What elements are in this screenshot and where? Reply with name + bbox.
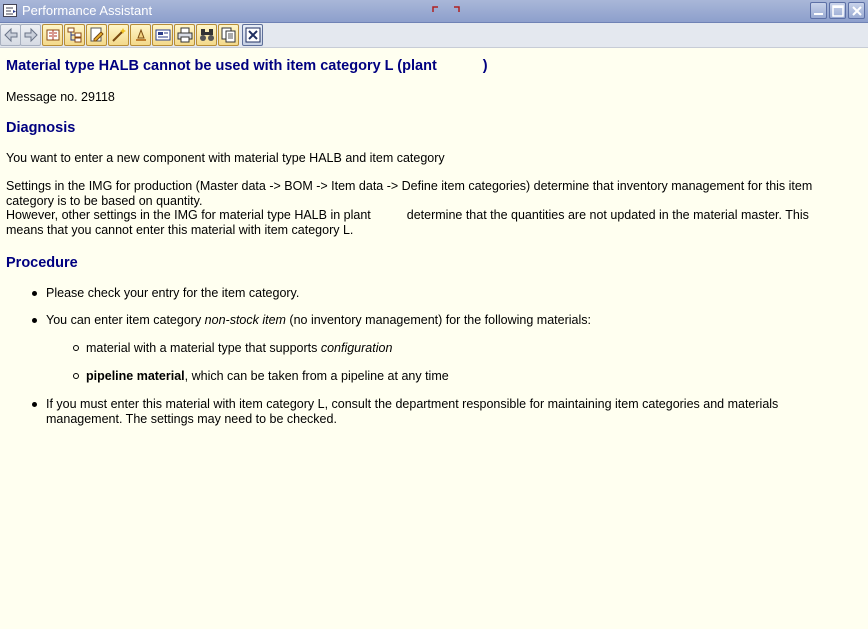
sub-list-item: material with a material type that supports configuration (86, 341, 846, 356)
diagnosis-paragraph: Settings in the IMG for production (Master data -> BOM -> Item data -> Define item categories) determine that inventory management for this item category is to be based on quantity. However, other settings in the IMG for material type HALB in plant determine that the quantities are not updated in the material master. This means that you cannot enter this material with item category L. (6, 179, 813, 237)
arrow-left-icon (3, 27, 19, 43)
close-window-button[interactable] (848, 2, 865, 19)
list-item: If you must enter this material with item category L, consult the department responsible for maintaining item categories and materials management. The settings may need to be checked. (46, 397, 846, 426)
procedure-heading: Procedure (6, 255, 78, 271)
edit-button[interactable] (86, 24, 107, 46)
redacted-plant (437, 58, 483, 74)
find-button[interactable] (196, 24, 217, 46)
window-title: Performance Assistant (22, 3, 153, 18)
maximize-button[interactable] (829, 2, 846, 19)
pencil-doc-icon (89, 27, 105, 43)
hierarchy-button[interactable] (64, 24, 85, 46)
performance-assistant-icon (3, 4, 18, 18)
highlight-button[interactable] (108, 24, 129, 46)
back-button[interactable] (0, 24, 21, 46)
list-item: Please check your entry for the item category. (46, 286, 846, 301)
redacted-plant (371, 208, 407, 223)
toolbar (0, 23, 868, 48)
exit-button[interactable] (242, 24, 263, 46)
copy-icon (221, 27, 237, 43)
sub-list-item: pipeline material, which can be taken from a pipeline at any time (86, 369, 846, 384)
technical-info-button[interactable] (42, 24, 63, 46)
forward-button[interactable] (20, 24, 41, 46)
book-icon (45, 27, 61, 43)
minimize-button[interactable] (810, 2, 827, 19)
tools-icon (133, 27, 149, 43)
print-button[interactable] (174, 24, 195, 46)
diagnosis-heading: Diagnosis (6, 120, 76, 136)
tools-button[interactable] (130, 24, 151, 46)
wand-icon (111, 27, 127, 43)
hierarchy-icon (67, 27, 83, 43)
form-button[interactable] (152, 24, 173, 46)
close-box-icon (245, 27, 261, 43)
arrow-right-icon (23, 27, 39, 43)
message-number: Message no. 29118 (6, 90, 115, 104)
diagnosis-line: You want to enter a new component with material type HALB and item category (6, 151, 445, 165)
title-bar (0, 0, 868, 23)
form-icon (155, 27, 171, 43)
copy-button[interactable] (218, 24, 239, 46)
list-item: You can enter item category non-stock item (no inventory management) for the following materials: (46, 313, 846, 328)
message-title: Material type HALB cannot be used with item category L (plant ) (6, 58, 488, 74)
printer-icon (177, 27, 193, 43)
binoculars-icon (199, 27, 215, 43)
